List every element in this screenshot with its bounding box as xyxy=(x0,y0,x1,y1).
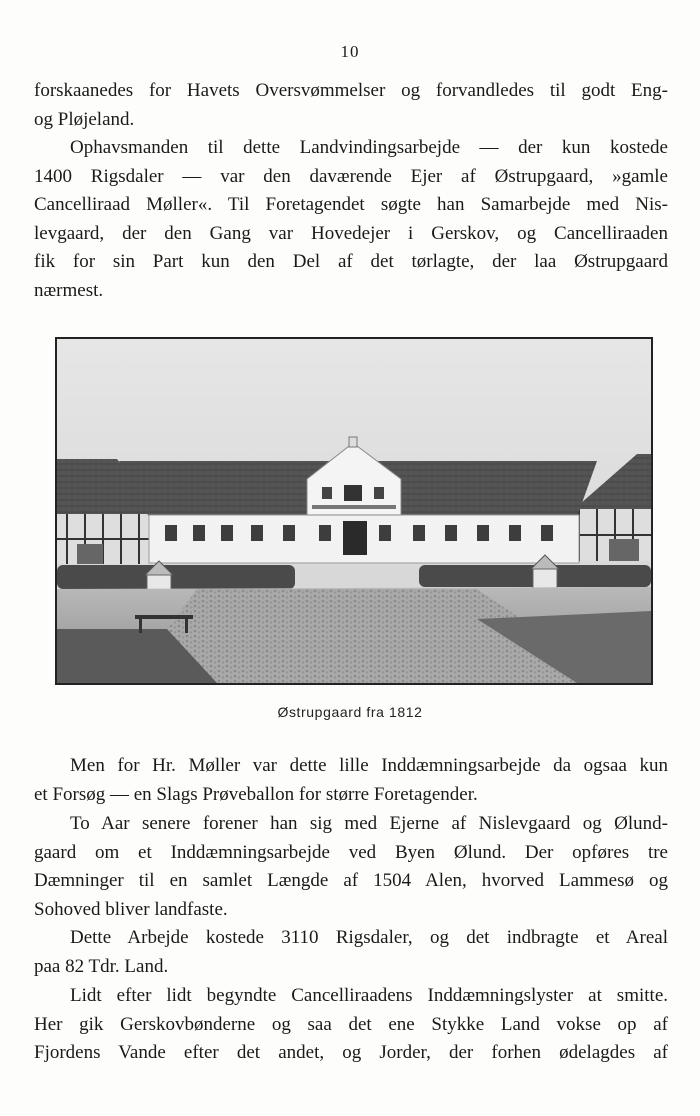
text-line: Dæmninger til en samlet Længde af 1504 Alen, hvorved Lammesø og xyxy=(34,870,668,892)
text-line: paa 82 Tdr. Land. xyxy=(34,955,169,977)
text-line: levgaard, der den Gang var Hovedejer i Gerskov, og Cancelliraaden xyxy=(34,222,668,244)
text-line: et Forsøg — en Slags Prøveballon for større Foretagender. xyxy=(34,783,478,805)
figure-caption: Østrupgaard fra 1812 xyxy=(277,704,423,720)
text-line: Ophavsmanden til dette Landvindingsarbejde — der kun kostede xyxy=(70,137,668,158)
text-line: Men for Hr. Møller var dette lille Inddæmningsarbejde da ogsaa kun xyxy=(70,755,668,776)
text-line: Sohoved bliver landfaste. xyxy=(34,898,228,920)
text-line: og Pløjeland. xyxy=(34,108,135,130)
paragraph-4 xyxy=(34,810,668,924)
photograph-ostrupgaard xyxy=(55,337,653,685)
text-line: To Aar senere forener han sig med Ejerne af Nislevgaard og Ølund- xyxy=(70,813,668,834)
manor-house-illustration xyxy=(57,339,651,683)
text-line: 1400 Rigsdaler — var den daværende Ejer af Østrupgaard, »gamle xyxy=(34,165,668,187)
paragraph-5 xyxy=(34,924,668,981)
text-line: Her gik Gerskovbønderne og saa det ene Stykke Land vokse op af xyxy=(34,1013,668,1035)
paragraph-2 xyxy=(34,134,668,306)
text-line: Dette Arbejde kostede 3110 Rigsdaler, og det indbragte et Areal xyxy=(70,927,668,948)
text-line: forskaanedes for Havets Oversvømmelser og forvandledes til godt Eng- xyxy=(34,80,668,101)
paragraph-1 xyxy=(34,77,668,134)
text-line: Cancelliraad Møller«. Til Foretagendet søgte han Samarbejde med Nis- xyxy=(34,194,668,216)
text-line: gaard om et Inddæmningsarbejde ved Byen Ølund. Der opføres tre xyxy=(34,841,668,863)
text-line: fik for sin Part kun den Del af det tørlagte, der laa Østrupgaard xyxy=(34,251,668,273)
text-line: Fjordens Vande efter det andet, og Jorder, der forhen ødelagdes af xyxy=(34,1042,668,1064)
page-number: 10 xyxy=(340,42,360,61)
text-line: nærmest. xyxy=(34,279,104,301)
paragraph-6 xyxy=(34,982,668,1068)
text-line: Lidt efter lidt begyndte Cancelliraadens Inddæmningslyster at smitte. xyxy=(70,985,668,1006)
paragraph-3 xyxy=(34,752,668,809)
